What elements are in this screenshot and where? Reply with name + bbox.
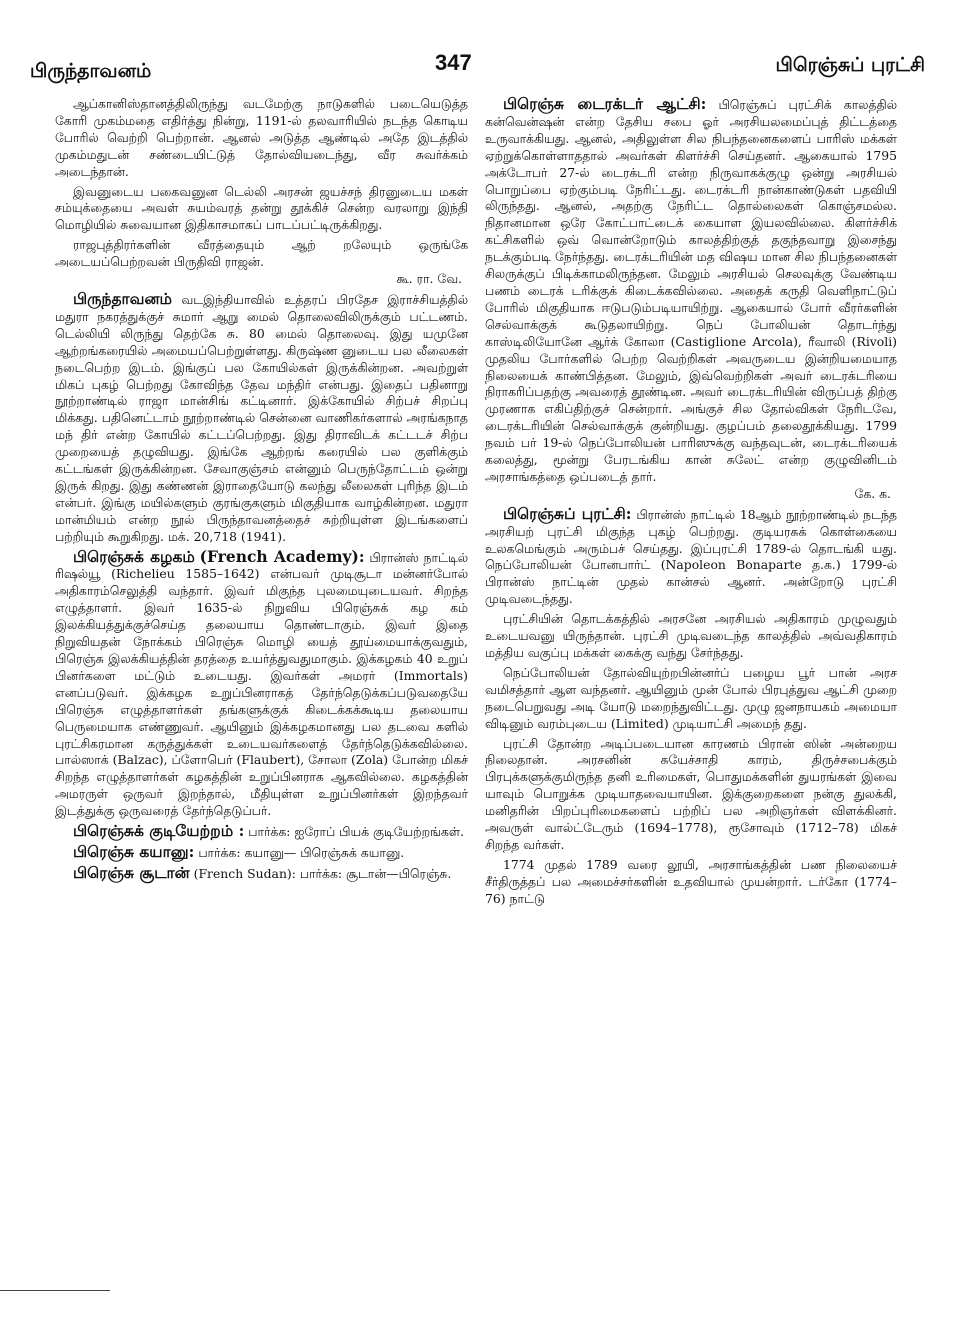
author-initials: கே. க.: [854, 485, 891, 501]
entry-heading: பிருந்தாவனம்: [73, 288, 172, 308]
author-initials: கூ. ரா. வே.: [396, 271, 462, 287]
paragraph: ஆப்கானிஸ்தானத்திலிருந்து வடமேற்கு நாடுகளில் படையெடுத்த கோரி முகம்மதை எதிர்த்து நின்று, 1191-ல் தலவாரியில் நடந்த கொடிய போரில் வெற்றி பெற்றான். ஆனல் அடுத்த ஆண்டில் அதே இடத்தில் முகம்மதுடன் சண்டையிட்டுத் தோல்வியடைந்து, வீர சுவர்க்கம் அடைந்தான்.: [55, 96, 468, 179]
entry-text: பிரான்ஸ் நாட்டில் ரிஷல்யூ (Richelieu 1585–1642) என்பவர் முடிசூடா மன்னர்போல் அதிகாரம்செலுத்தி வந்தார். இவர் மிகுந்த புலமையுடையவர். சிறந்த எழுத்தாளர். இவர் 1635-ல் நிறுவிய பிரெஞ்சுக் கழ கம் இலக்கியத்துக்குச்செய்த தலையாய தொண்டாகும். இவர் இதை நிறுவியதன் நோக்கம் பிரெஞ்சு மொழி யைத் தூய்மையாக்குவதும், பிரெஞ்சு இலக்கியத்தின் தரத்தை உயர்த்துவதுமாகும். இக்கழகம் 40 உறுப் பினர்களை மட்டும் உடையது. இவர்கள் அமரர் (Immortals) எனப்படுவர். இக்கழக உறுப்பினராகத் தேர்ந்தெடுக்கப்படுவதையே பிரெஞ்சு எழுத்தாளர்கள் தங்களுக்குக் கிடைக்கக்கூடிய தலையாய பெருமையாக எண்ணுவர். ஆயினும் இக்கழகமானது பல தடவை களில் புரட்சிகரமான கருத்துக்கள் உடையவர்களைத் தேர்ந்தெடுக்கவில்லை. பால்ஸாக் (Balzac), ப்ளோபெர் (Flaubert), சோலா (Zola) போன்ற மிகச் சிறந்த எழுத்தாளர்கள் கழகத்தின் உறுப்பினராக ஆகவில்லை. கழகத்தின் அமரருள் ஒருவர் இறந்தால், மீதியுள்ள உறுப்பினர்கள் இறந்தவர் இடத்துக்கு ஒருவரைத் தேர்ந்தெடுப்பர்.: [55, 549, 468, 819]
paragraph: நெப்போலியன் தோல்வியுற்றபின்னர்ப் பழைய பூர் பான் அரச வமிசத்தார் ஆள வந்தனர். ஆயினும் முன் போல் பிரபுத்துவ ஆட்சி முறை நடைபெறுவது அடி யோடு மறைந்துவிட்டது. முழு ஜனநாயகம் அமையா விடினும் வரம்புடைய (Limited) முடியாட்சி அமைந் தது.: [485, 664, 897, 731]
running-head-left: பிருந்தாவனம்: [30, 60, 152, 82]
running-head-right: பிரெஞ்சுப் புரட்சி: [775, 54, 925, 76]
entry-french-directory: [485, 96, 897, 503]
entry-french-academy: [55, 546, 468, 821]
entry-heading: பிரெஞ்சுக் கழகம்: [73, 546, 195, 566]
page-header: [30, 48, 925, 88]
entry-text: வடஇந்தியாவில் உத்தரப் பிரதேச இராச்சியத்தில் மதுரா நகரத்துக்குச் சுமார் ஆறு மைல் தொலைவிலிருக்கும் பட்டணம். டெல்லியி லிருந்து தெற்கே சு. 80 மைல் தொலைவு. இது யமுனே ஆற்றங்கரையில் அமையப்பெற்றுள்ளது. கிருஷ்ண னுடைய பல லீலைகள் நடைபெற்ற இடம். இங்குப் பல கோயில்கள் இருக்கின்றன. அவற்றுள் மிகப் புகழ் பெற்றது கோவிந்த தேவ மந்திர் என்பது. இதைப் பதினாறு நூற்றாண்டில் ராஜா மான்சிங் கட்டினார். இக்கோயில் சிற்பச் சிறப்பு மிக்கது. பதினெட்டாம் நூற்றாண்டில் சென்னை வாணிகர்களால் அரங்கநாத மந் திர் என்ற கோயில் கட்டப்பெற்றது. இது திராவிடக் கட்டடச் சிற்ப முறையைத் தழுவியது. இங்கே ஆற்றங் கரையில் பல குளிக்கும் கட்டங்கள் இருக்கின்றன. சேவாகுஞ்சம் என்னும் பெருந்தோட்டம் ஒன்று இருக் கிறது. இது கண்ணன் இராதையோடு கலந்து லீலைகள் புரிந்த இடம் என்பர். இங்கு மயில்களும் குரங்குகளும் மிகுதியாக வாழ்கின்றன. மதுரா மான்மியம் என்ற நூல் பிருந்தாவனத்தைச் சுற்றியுள்ள இடங்களைப் பற்றியும் கூறுகிறது. மக். 20,718 (1941).: [55, 291, 468, 544]
entry-text: பார்க்க: கயானு— பிரெஞ்சுக் கயானு.: [198, 844, 405, 860]
footnote-rule: [0, 1290, 110, 1291]
entry-text: பிரெஞ்சுப் புரட்சிக் காலத்தில் கன்வென்ஷன் என்ற தேசிய சபை ஓர் அரசியலமைப்புத் திட்டத்தை உருவாக்கியது. ஆனல், அதிலுள்ள சில நிபந்தனைகளைப் பாரிஸ் மக்கள் ஏற்றுக்கொள்ளாததால் அவர்கள் கிளர்ச்சி செய்தனர். ஆகையால் 1795 அக்டோபர் 27-ல் டைரக்டரி என்ற நிருவாகக்குழு ஒன்று அரசியல் பொறுப்பை ஏற்கும்படி நேரிட்டது. டைரக்டரி நான்காண்டுகள் பதவியி லிருந்தது. ஆனல், அதற்கு நேரிட்ட தொல்லைகள் கொஞ்சமல்ல. நிதானமான ஒரே கோட்பாட்டைக் கையாள இயலவில்லை. கிளர்ச்சிக் கட்சிகளில் ஒவ் வொன்றோடும் காலத்திற்குத் தகுந்தவாறு இசைந்து நடக்கும்படி நேர்ந்தது. டைரக்டரியின் மத விஷய மான சில நிபந்தனைகள் சிலருக்குப் பிடிக்காமலிருந்தன. மேலும் அரசியல் செலவுக்கு வேண்டிய பணம் டைரக் டரிக்குக் கிடைக்கவில்லை. அதைக் கருதி வெளிநாட்டுப் போரில் மிகுதியாக ஈடுபடும்படியாயிற்று. ஆகையால் போர் வீரர்களின் செல்வாக்குக் கூடுதலாயிற்று. நெப் போலியன் தொடர்ந்து காஸ்டிலியோனே ஆர்க் கோலா (Castiglione Arcola), ரீவாலி (Rivoli) முதலிய போர்களில் பெற்ற வெற்றிகள் அவருடைய இன்றியமையாத நிலையைக் காண்பித்தன. மேலும், இவ்வெற்றிகள் அவர் டைரக்டரியை நிராகரிப்பதற்கு அவரைத் தூண்டின. அவர் டைரக்டரியின் விருப்பத் திற்கு முரணாக எகிப்திற்குச் சென்றார். அங்குச் சில தோல்விகள் நேரிடவே, டைரக்டரியின் செல்வாக்குக் குன்றியது. குழப்பம் தலைதூக்கியது. 1799 நவம் பர் 19-ல் நெப்போலியன் பாரிஸுக்கு வந்தவுடன், டைரக்டரியைக் கலைத்து, மூன்று பேரடங்கிய கான் சுலேட் என்ற குழுவினிடம் அரசாங்கத்தை ஒப்படைத் தார்.: [485, 97, 897, 484]
paragraph: இவனுடைய பகைவனுன டெல்லி அரசன் ஜயச்சந் திரனுடைய மகள் சம்யுக்தையை அவள் சுயம்வரத் தன்று தூக்கிச் சென்ற வரலாறு இந்தி மொழியில் சுவையான இதிகாசமாகப் பாடப்பட்டிருக்கிறது.: [55, 183, 468, 233]
entry-heading: பிரெஞ்சு சூடான்: [73, 862, 190, 882]
paragraph: [55, 237, 468, 288]
paragraph: புரட்சி தோன்ற அடிப்படையான காரணம் பிரான் ஸின் அன்றைய நிலைதான். அரசனின் சுயேச்சாதி காரம், திருச்சபைக்கும் பிரபுக்களுக்குமிருந்த தனி உரிமைகள், பொதுமக்களின் துயரங்கள் இவை யாவும் பொறுக்க முடியாதவையாயின. இக்குறைகளை நன்கு துலக்கி, மனிதரின் பிறப்புரிமைகளைப் பற்றிப் பல அறிஞர்கள் விளக்கினர். அவருள் வால்ட்டேரும் (1694–1778), ரூசோவும் (1712–78) மிகச் சிறந்த வர்கள்.: [485, 735, 897, 852]
entry-heading: பிரெஞ்சு டைரக்டர் ஆட்சி:: [503, 96, 707, 113]
entry-text: (French Sudan): பார்க்க: சூடான்—பிரெஞ்சு.: [193, 865, 452, 881]
entry-french-colonies: [55, 823, 468, 841]
page-number: 347: [435, 50, 472, 75]
entry-french-guiana: [55, 841, 468, 862]
entry-french-sudan: [55, 862, 468, 883]
paragraph-text: ராஜபுத்திரர்களின் வீரத்தையும் ஆற் றலேயும் ஒருங்கே அடையப்பெற்றவன் பிருதிவி ராஜன்.: [55, 237, 468, 270]
entry-heading: பிரெஞ்சுக் குடியேற்றம் :: [73, 821, 245, 841]
right-column: [485, 96, 897, 1266]
entry-heading: பிரெஞ்சு கயானு:: [73, 841, 195, 861]
entry-text: பார்க்க: ஐரோப் பியக் குடியேற்றங்கள்.: [248, 824, 464, 840]
paragraph: புரட்சியின் தொடக்கத்தில் அரசனே அரசியல் அதிகாரம் முழுவதும் உடையவனு யிருந்தான். புரட்சி முடிவடைந்த காலத்தில் அவ்வதிகாரம் மத்திய வகுப்பு மக்கள் கைக்கு வந்து சேர்ந்தது.: [485, 611, 897, 660]
entry-french-revolution: [485, 503, 897, 608]
entry-heading: பிரெஞ்சுப் புரட்சி:: [503, 503, 632, 523]
paragraph: 1774 முதல் 1789 வரை லூயி, அரசாங்கத்தின் பண நிலையைச் சீர்திருத்தப் பல அமைச்சர்களின் உதவியால் முயன்றார். டர்கோ (1774–76) நாட்டு: [485, 856, 897, 906]
entry-text: பிரான்ஸ் நாட்டில் 18ஆம் நூற்றாண்டில் நடந்த அரசியற் புரட்சி மிகுந்த புகழ் பெற்றது. குடியரசுக் கொள்கையை உலகமெங்கும் அரும்பச் செய்தது. இப்புரட்சி 1789-ல் தொடங்கி யது. நெப்போலியன் போனபார்ட் (Napoleon Bonaparte த.க.) 1799-ல் பிரான்ஸ் நாட்டின் முதல் கான்சல் ஆனர். அன்றோடு புரட்சி முடிவடைந்தது.: [485, 506, 897, 607]
entry-brindavan: [55, 288, 468, 546]
left-column: [55, 96, 468, 1266]
entry-heading-english: (French Academy):: [199, 546, 365, 566]
